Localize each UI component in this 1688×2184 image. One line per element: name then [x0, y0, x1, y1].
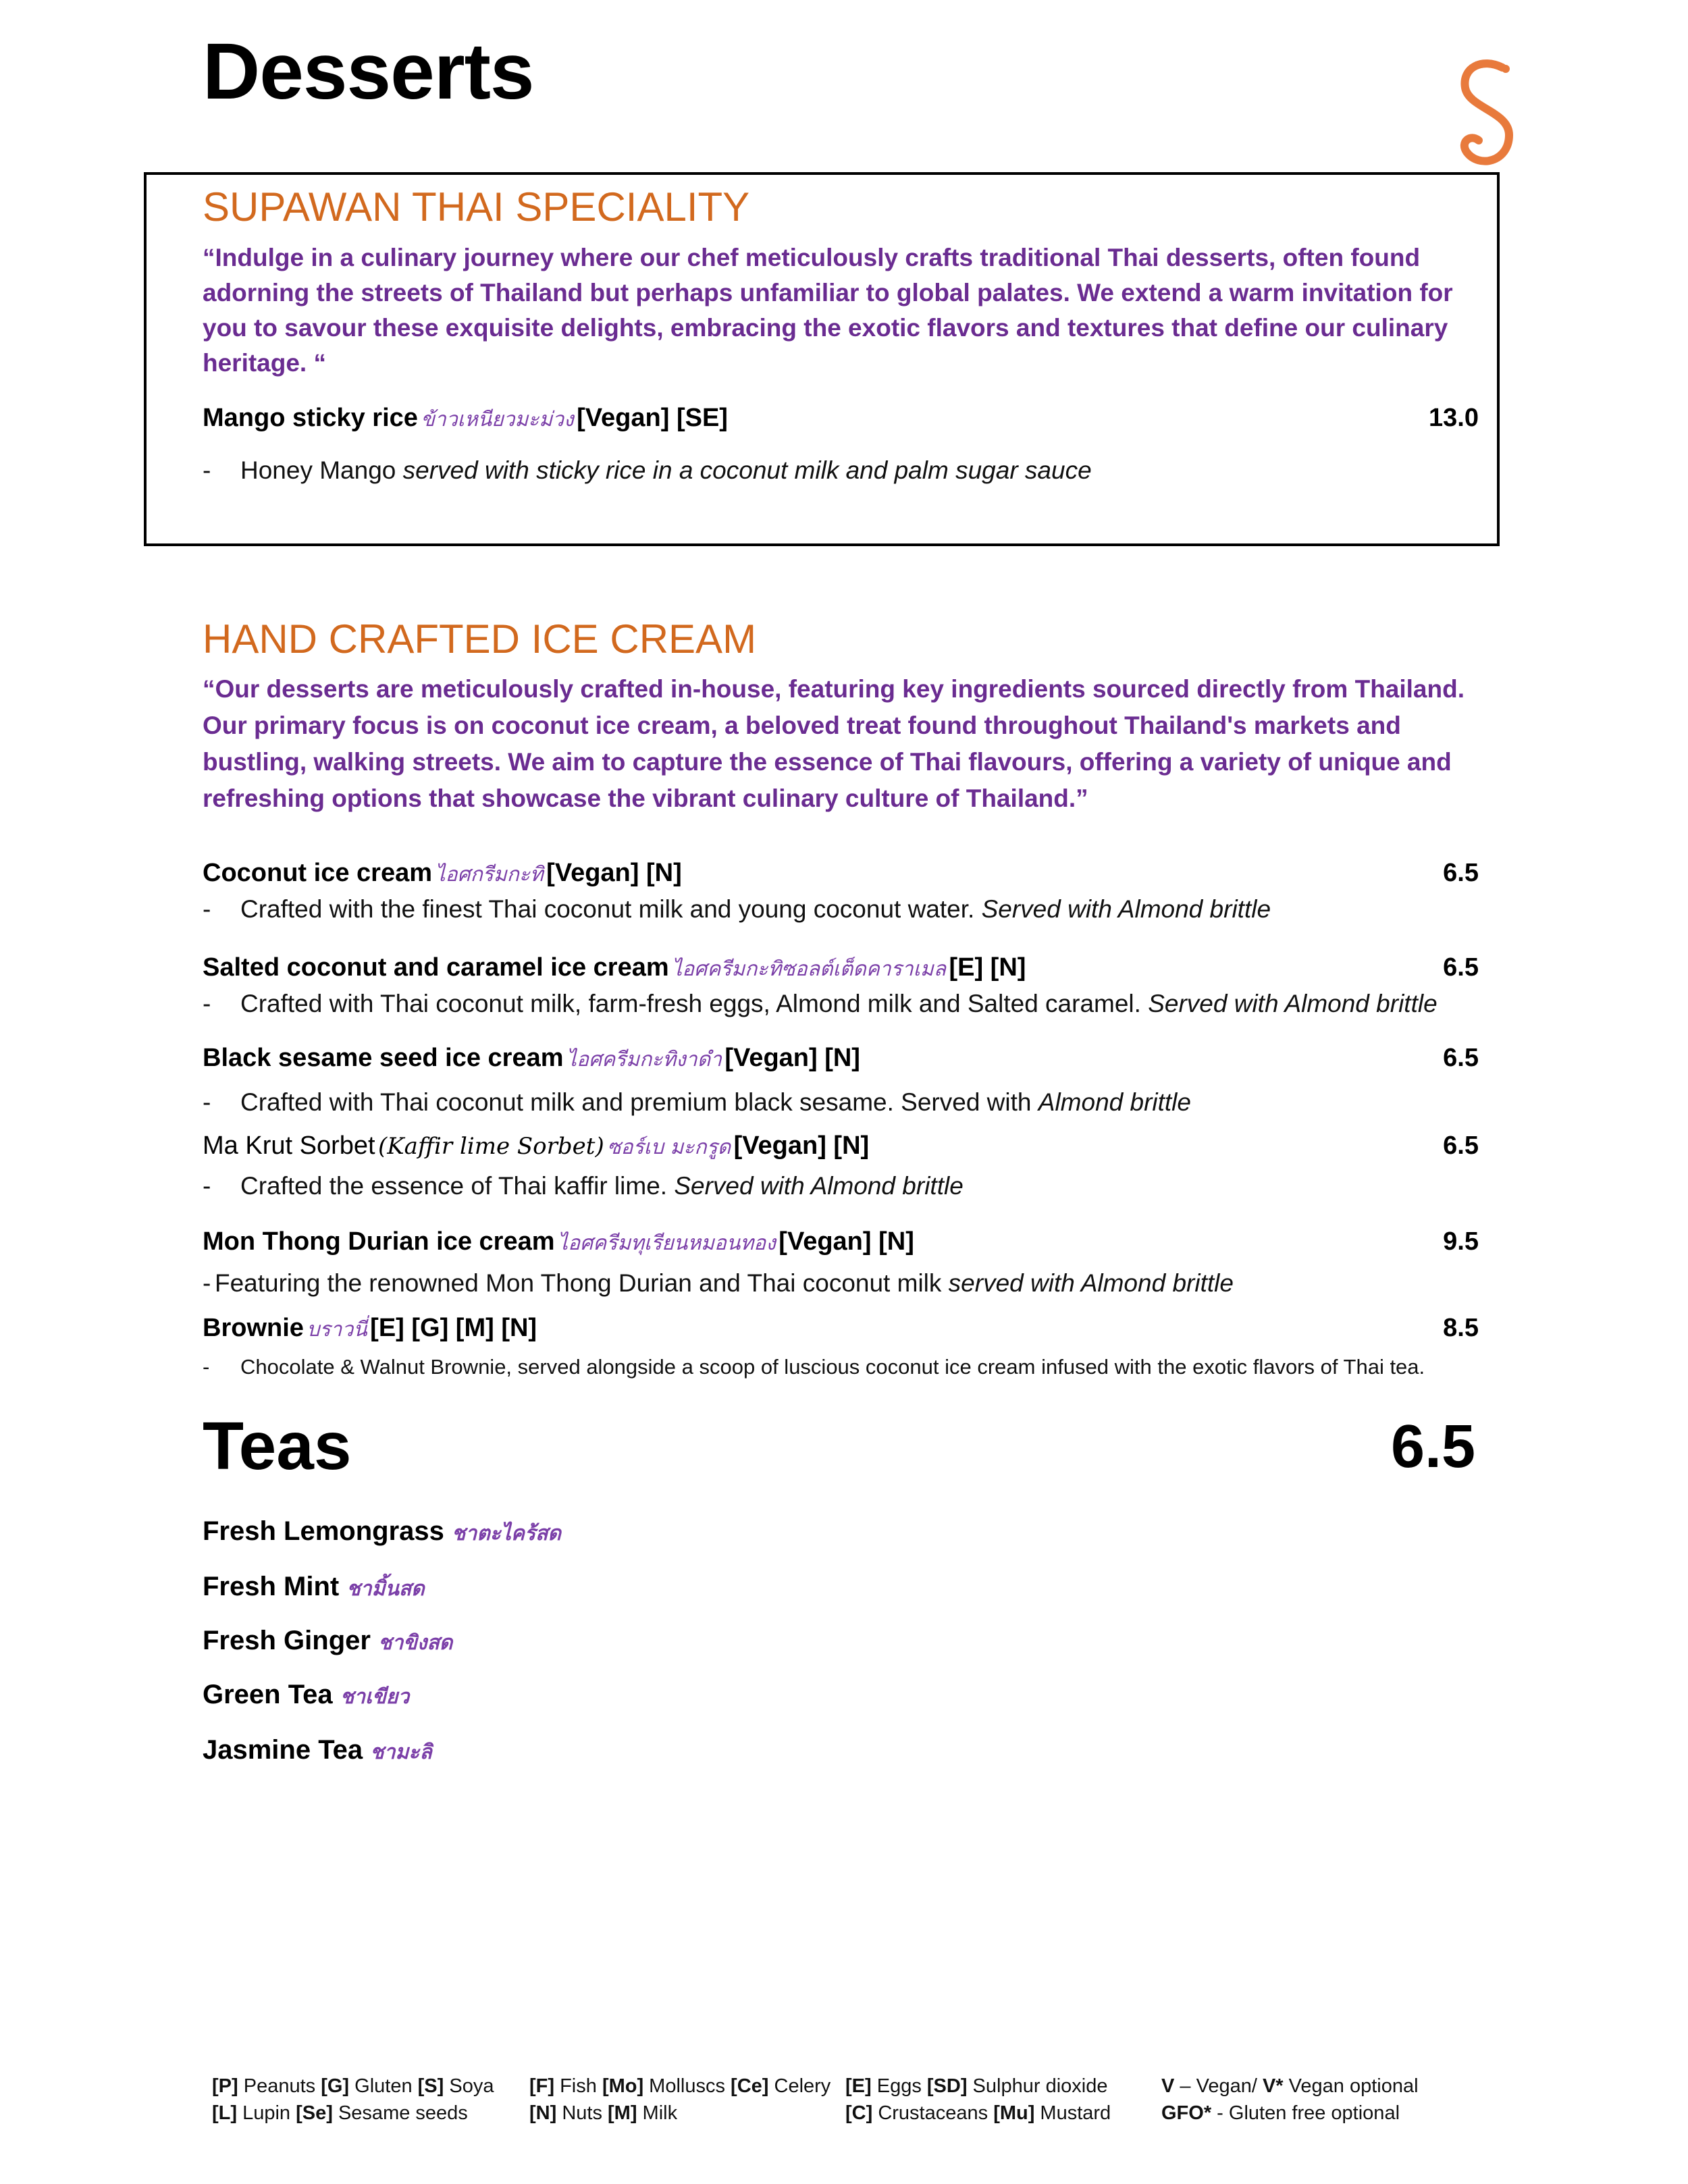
item-name-extra: (Kaffir lime Sorbet) [378, 1133, 604, 1160]
item-tags: [E] [G] [M] [N] [370, 1314, 537, 1342]
item-description: - Crafted with Thai coconut milk and premium black sesame. Served with Almond brittle [203, 1088, 1191, 1116]
item-price: 6.5 [1443, 859, 1479, 887]
item-name: Salted coconut and caramel ice cream [203, 953, 669, 982]
item-price: 9.5 [1443, 1227, 1479, 1256]
item-price: 6.5 [1443, 953, 1479, 982]
item-tags: [E] [N] [949, 953, 1026, 982]
ice-cream-heading: HAND CRAFTED ICE CREAM [203, 616, 757, 662]
item-thai-name: ไอศครีมกะทิงาดำ [566, 1048, 722, 1071]
item-description: - Crafted with the finest Thai coconut milk and young coconut water. Served with Almond brittle [203, 895, 1271, 923]
specialty-heading: SUPAWAN THAI SPECIALITY [203, 184, 750, 230]
supawan-logo [1445, 54, 1526, 176]
menu-item-black-sesame [203, 1044, 1479, 1075]
menu-item-ma-krut-sorbet [203, 1131, 1479, 1163]
page-title: Desserts [203, 27, 534, 116]
item-tags: [Vegan] [N] [546, 859, 682, 887]
ice-cream-intro: “Our desserts are meticulously crafted in-house, featuring key ingredients sourced directly from Thailand. Our primary focus is on coconut ice cream, a beloved treat found throughout Thailand's markets and bustling, walking streets. We aim to capture the essence of Thai flavours, offering a variety of unique and refreshing options that showcase the vibrant culinary culture of Thailand.” [203, 675, 1465, 812]
legend-col-4: V – Vegan/ V* Vegan optional GFO* - Gluten free optional [1161, 2075, 1419, 2124]
item-thai-name: บราวนี่ [307, 1318, 367, 1341]
legend-col-2: [F] Fish [Mo] Molluscs [Ce] Celery [N] Nuts [M] Milk [529, 2075, 831, 2124]
item-description: - Crafted with Thai coconut milk, farm-fresh eggs, Almond milk and Salted caramel. Served with Almond brittle [203, 990, 1438, 1017]
item-price: 13.0 [1429, 404, 1479, 432]
teas-heading: Teas [203, 1408, 352, 1484]
item-price: 8.5 [1443, 1314, 1479, 1342]
item-name: Black sesame seed ice cream [203, 1044, 564, 1072]
item-thai-name: ไอศครีมกะทิซอลต์เต็ดคาราเมล [672, 957, 946, 981]
legend-col-1: [P] Peanuts [G] Gluten [S] Soya [L] Lupin [Se] Sesame seeds [212, 2075, 494, 2124]
menu-item-brownie [203, 1314, 1479, 1346]
teas-price: 6.5 [1391, 1413, 1476, 1481]
tea-item: Fresh Lemongrass ชาตะไคร้สด [203, 1516, 561, 1546]
item-name: Coconut ice cream [203, 859, 432, 887]
item-name: Ma Krut Sorbet [203, 1131, 375, 1160]
item-thai-name: ข้าวเหนียวมะม่วง [421, 408, 574, 431]
item-thai-name: ซอร์เบ มะกรูด [607, 1136, 731, 1159]
item-price: 6.5 [1443, 1044, 1479, 1072]
item-tags: [Vegan] [N] [724, 1044, 860, 1072]
tea-item: Fresh Ginger ชาขิงสด [203, 1626, 453, 1655]
item-name: Mon Thong Durian ice cream [203, 1227, 555, 1256]
menu-item-durian [203, 1227, 1479, 1259]
menu-item-salted-coconut-caramel [203, 953, 1479, 985]
item-name: Brownie [203, 1314, 304, 1342]
tea-item: Fresh Mint ชามิ้นสด [203, 1572, 425, 1601]
item-thai-name: ไอศกรีมกะทิ [435, 863, 544, 886]
menu-item-mango-sticky-rice [203, 404, 1479, 435]
specialty-intro: “Indulge in a culinary journey where our chef meticulously crafts traditional Thai desserts, often found adorning the streets of Thailand but perhaps unfamiliar to global palates. We extend a warm invitation for you to savour these exquisite delights, embracing the exotic flavors and textures that define our culinary heritage. “ [203, 244, 1453, 377]
item-description: - Honey Mango served with sticky rice in a coconut milk and palm sugar sauce [203, 456, 1092, 484]
tea-item: Green Tea ชาเขียว [203, 1680, 410, 1709]
tea-item: Jasmine Tea ชามะลิ [203, 1735, 432, 1765]
item-description: - Crafted the essence of Thai kaffir lime. Served with Almond brittle [203, 1172, 964, 1200]
item-tags: [Vegan] [SE] [577, 404, 728, 432]
item-description: - Featuring the renowned Mon Thong Durian and Thai coconut milk served with Almond brittle [203, 1269, 1234, 1297]
legend-col-3: [E] Eggs [SD] Sulphur dioxide [C] Crustaceans [Mu] Mustard [845, 2075, 1111, 2124]
item-tags: [Vegan] [N] [733, 1131, 870, 1160]
item-description: - Chocolate & Walnut Brownie, served alongside a scoop of luscious coconut ice cream infused with the exotic flavors of Thai tea. [203, 1355, 1425, 1379]
menu-item-coconut-ice-cream [203, 859, 1479, 890]
item-price: 6.5 [1443, 1131, 1479, 1160]
item-name: Mango sticky rice [203, 404, 418, 432]
item-tags: [Vegan] [N] [779, 1227, 914, 1256]
item-thai-name: ไอศครีมทุเรียนหมอนทอง [557, 1231, 776, 1255]
